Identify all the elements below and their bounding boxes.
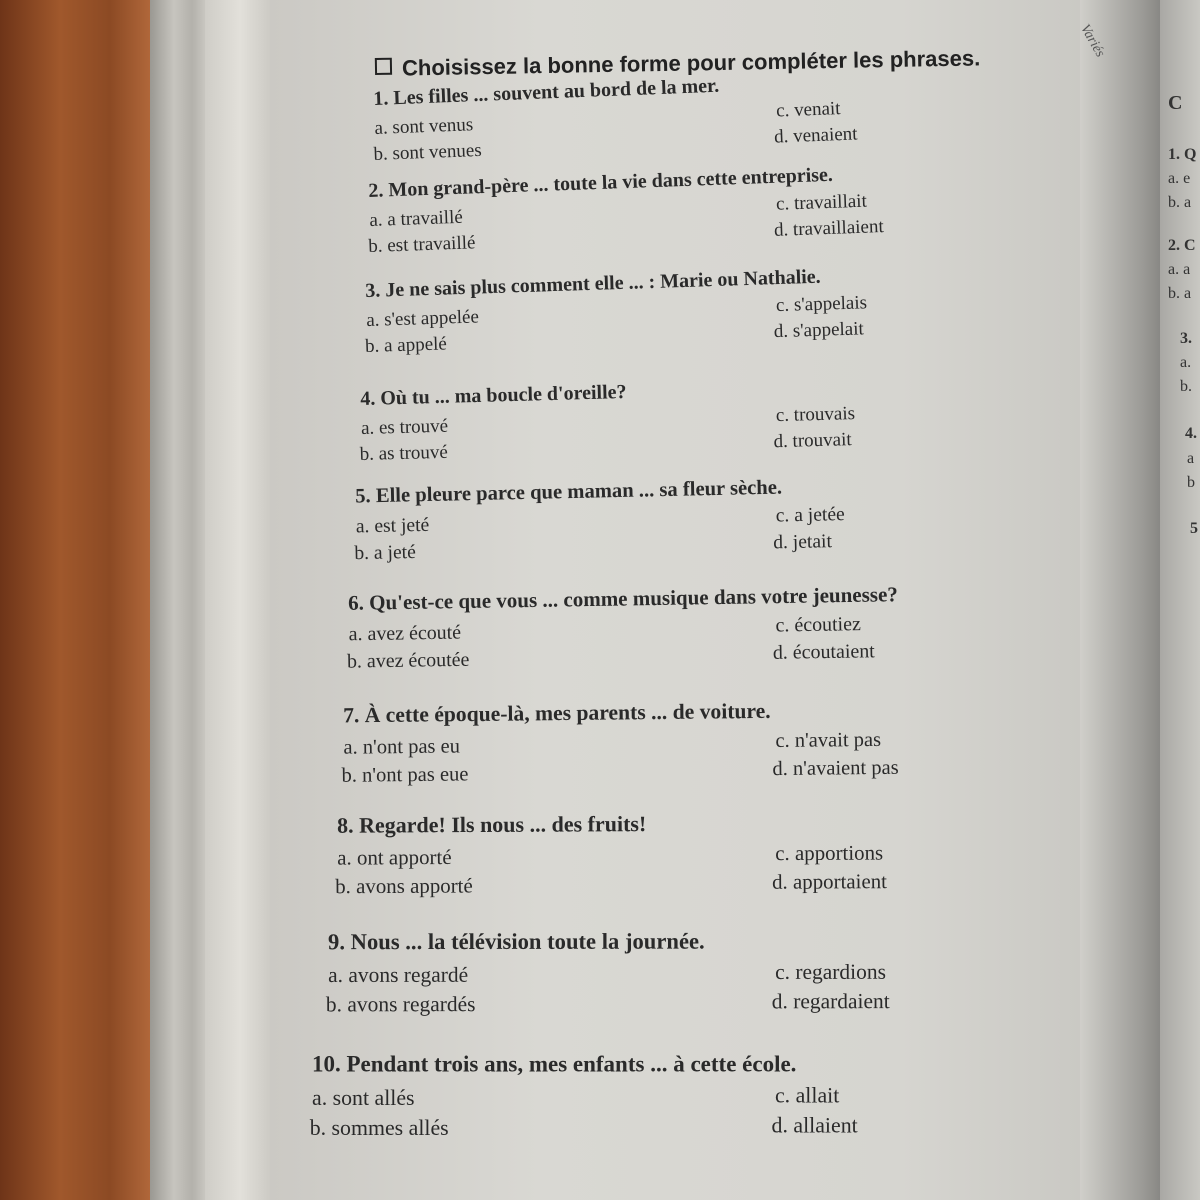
fragment: 3. (1180, 330, 1192, 347)
question-item (341, 699, 899, 788)
option-c: c. trouvais (775, 403, 856, 427)
question-stem: 7. À cette époque-là, mes parents ... de voiture. (343, 699, 771, 728)
fragment: b. a (1168, 194, 1192, 211)
option-b: b. est travaillé (367, 232, 476, 258)
option-d: d. travaillaient (773, 216, 885, 241)
fragment: 5 (1190, 520, 1198, 537)
checkbox-icon (375, 58, 392, 75)
option-b: b. as trouvé (359, 441, 449, 466)
question-stem: 10. Pendant trois ans, mes enfants ... à cette école. (312, 1052, 797, 1078)
option-a: a. sont venus (374, 114, 474, 139)
fragment: 2. C (1168, 237, 1196, 254)
question-item (335, 812, 888, 899)
page-edges (150, 0, 210, 1200)
question-stem: 2. Mon grand-père ... toute la vie dans cette entreprise. (368, 163, 834, 202)
option-c: c. n'avait pas (775, 728, 882, 753)
fragment: 4. (1185, 425, 1197, 442)
option-b: b. sont venues (373, 139, 483, 166)
option-b: b. n'ont pas eue (341, 763, 469, 788)
option-a: a. s'est appelée (365, 306, 480, 331)
option-b: b. a appelé (364, 333, 448, 358)
question-stem: 4. Où tu ... ma boucle d'oreille? (360, 381, 627, 410)
fragment: a. a (1168, 261, 1191, 278)
fragment: a (1187, 450, 1195, 467)
question-stem: 6. Qu'est-ce que vous ... comme musique dans votre jeunesse? (348, 583, 898, 616)
question-stem: 3. Je ne sais plus comment elle ... : Marie ou Nathalie. (365, 265, 821, 302)
option-a: a. avez écouté (348, 621, 462, 646)
option-b: b. avez écoutée (346, 648, 470, 673)
fragment: b. (1180, 378, 1192, 395)
option-b: b. a jeté (354, 541, 416, 565)
fragment: a. (1180, 354, 1192, 371)
option-d: d. trouvait (773, 429, 852, 453)
option-d: d. apportaient (771, 870, 888, 895)
fragment: a. e (1168, 170, 1191, 187)
option-c: c. écoutiez (775, 613, 862, 637)
question-item (325, 929, 890, 1018)
option-c: c. s'appelais (775, 292, 868, 317)
option-d: d. allaient (771, 1114, 858, 1139)
fragment: 1. Q (1168, 146, 1197, 163)
option-c: c. a jetée (775, 503, 845, 527)
title-text: Choisissez la bonne forme pour compléter les phrases. (401, 45, 981, 81)
question-stem: 9. Nous ... la télévision toute la journée. (328, 929, 705, 955)
option-a: a. est jeté (355, 514, 430, 538)
fragment: b. a (1168, 285, 1192, 302)
page-edges-inner (205, 0, 275, 1200)
fragment: b (1187, 474, 1195, 491)
option-d: d. venaient (773, 123, 858, 148)
book-gutter (1080, 0, 1170, 1200)
option-b: b. sommes allés (309, 1116, 449, 1141)
option-c: c. allait (774, 1084, 840, 1109)
right-title-fragment: C (1168, 92, 1183, 114)
option-d: d. regardaient (771, 990, 890, 1014)
question-stem: 8. Regarde! Ils nous ... des fruits! (337, 812, 647, 839)
question-item (309, 1052, 858, 1141)
question-stem: 1. Les filles ... souvent au bord de la mer. (373, 74, 720, 110)
option-a: a. es trouvé (360, 415, 449, 439)
option-c: c. venait (775, 98, 841, 122)
option-c: c. travaillait (775, 190, 868, 215)
option-a: a. avons regardé (328, 963, 469, 988)
option-a: a. n'ont pas eu (343, 735, 461, 760)
option-d: d. écoutaient (772, 640, 875, 665)
option-b: b. avons apporté (335, 874, 473, 899)
question-stem: 5. Elle pleure parce que maman ... sa fleur sèche. (355, 476, 783, 508)
option-c: c. apportions (775, 841, 884, 866)
option-a: a. a travaillé (369, 206, 464, 231)
option-b: b. avons regardés (325, 993, 476, 1018)
option-d: d. jetait (772, 530, 833, 554)
option-d: d. s'appelait (773, 318, 865, 343)
option-a: a. ont apporté (337, 846, 452, 871)
option-c: c. regardions (775, 960, 886, 985)
option-d: d. n'avaient pas (772, 756, 899, 781)
running-head: Variés (1077, 22, 1108, 60)
option-a: a. sont allés (312, 1086, 415, 1111)
